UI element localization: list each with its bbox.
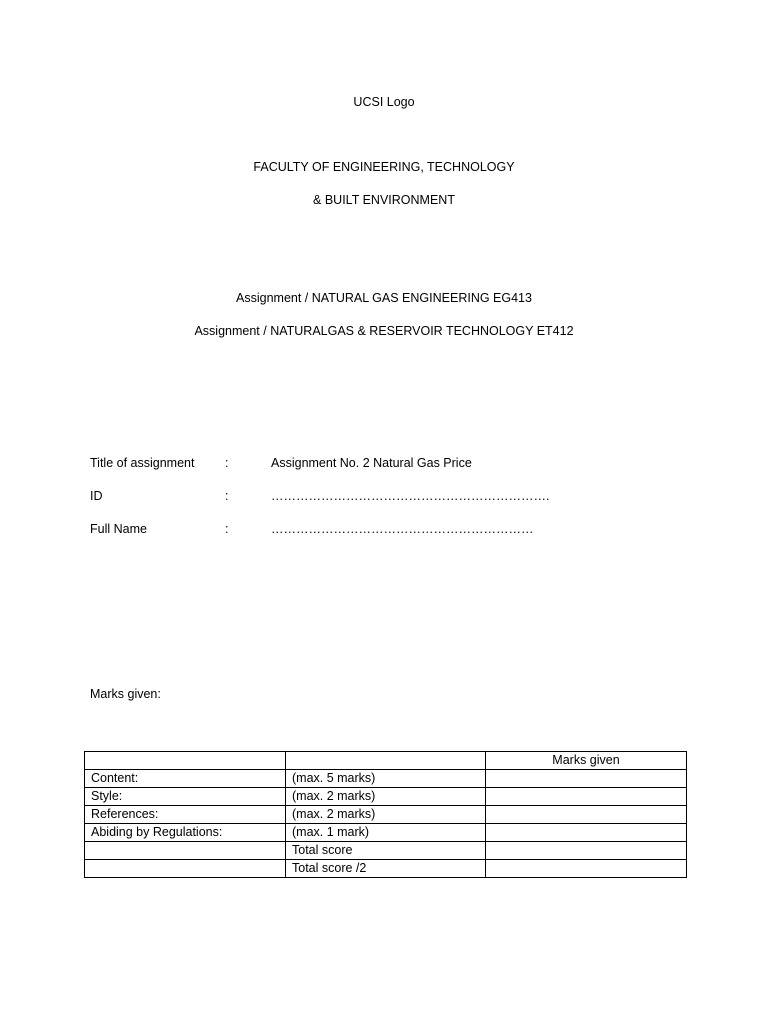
table-cell-max: (max. 2 marks) bbox=[286, 806, 486, 824]
table-cell-criterion: Content: bbox=[85, 770, 286, 788]
table-cell-marks bbox=[486, 788, 687, 806]
field-colon: : bbox=[225, 489, 229, 503]
field-label: ID bbox=[90, 489, 103, 503]
table-cell-marks bbox=[486, 842, 687, 860]
table-cell-max: (max. 5 marks) bbox=[286, 770, 486, 788]
table-cell bbox=[85, 752, 286, 770]
table-cell-criterion bbox=[85, 860, 286, 878]
table-row bbox=[85, 770, 687, 788]
field-value: Assignment No. 2 Natural Gas Price bbox=[271, 456, 472, 470]
table-cell-marks bbox=[486, 770, 687, 788]
table-cell-max: (max. 2 marks) bbox=[286, 788, 486, 806]
table-header-row bbox=[85, 752, 687, 770]
field-colon: : bbox=[225, 522, 229, 536]
table-cell bbox=[286, 752, 486, 770]
table-header-marks-given: Marks given bbox=[486, 752, 687, 770]
table-cell-marks bbox=[486, 806, 687, 824]
table-cell-marks bbox=[486, 860, 687, 878]
logo-placeholder: UCSI Logo bbox=[353, 95, 415, 109]
table-row bbox=[85, 860, 687, 878]
table-row bbox=[85, 842, 687, 860]
table-cell-criterion: Style: bbox=[85, 788, 286, 806]
field-value: ……………………………………………………… bbox=[271, 522, 534, 536]
table-row bbox=[85, 824, 687, 842]
table-cell-criterion: Abiding by Regulations: bbox=[85, 824, 286, 842]
faculty-title-line2: & BUILT ENVIRONMENT bbox=[313, 193, 455, 207]
marks-table bbox=[84, 751, 687, 878]
table-cell-max: (max. 1 mark) bbox=[286, 824, 486, 842]
field-colon: : bbox=[225, 456, 229, 470]
table-cell-marks bbox=[486, 824, 687, 842]
table-cell-total: Total score bbox=[286, 842, 486, 860]
field-label: Title of assignment bbox=[90, 456, 195, 470]
table-row bbox=[85, 788, 687, 806]
marks-given-label: Marks given: bbox=[90, 687, 161, 701]
field-value: …………………………………………………………. bbox=[271, 489, 550, 503]
field-label: Full Name bbox=[90, 522, 147, 536]
faculty-title-line1: FACULTY OF ENGINEERING, TECHNOLOGY bbox=[253, 160, 515, 174]
table-cell-criterion: References: bbox=[85, 806, 286, 824]
assignment-course-line1: Assignment / NATURAL GAS ENGINEERING EG413 bbox=[236, 291, 532, 305]
assignment-course-line2: Assignment / NATURALGAS & RESERVOIR TECHNOLOGY ET412 bbox=[194, 324, 574, 338]
table-cell-criterion bbox=[85, 842, 286, 860]
table-cell-total-half: Total score /2 bbox=[286, 860, 486, 878]
table-row bbox=[85, 806, 687, 824]
